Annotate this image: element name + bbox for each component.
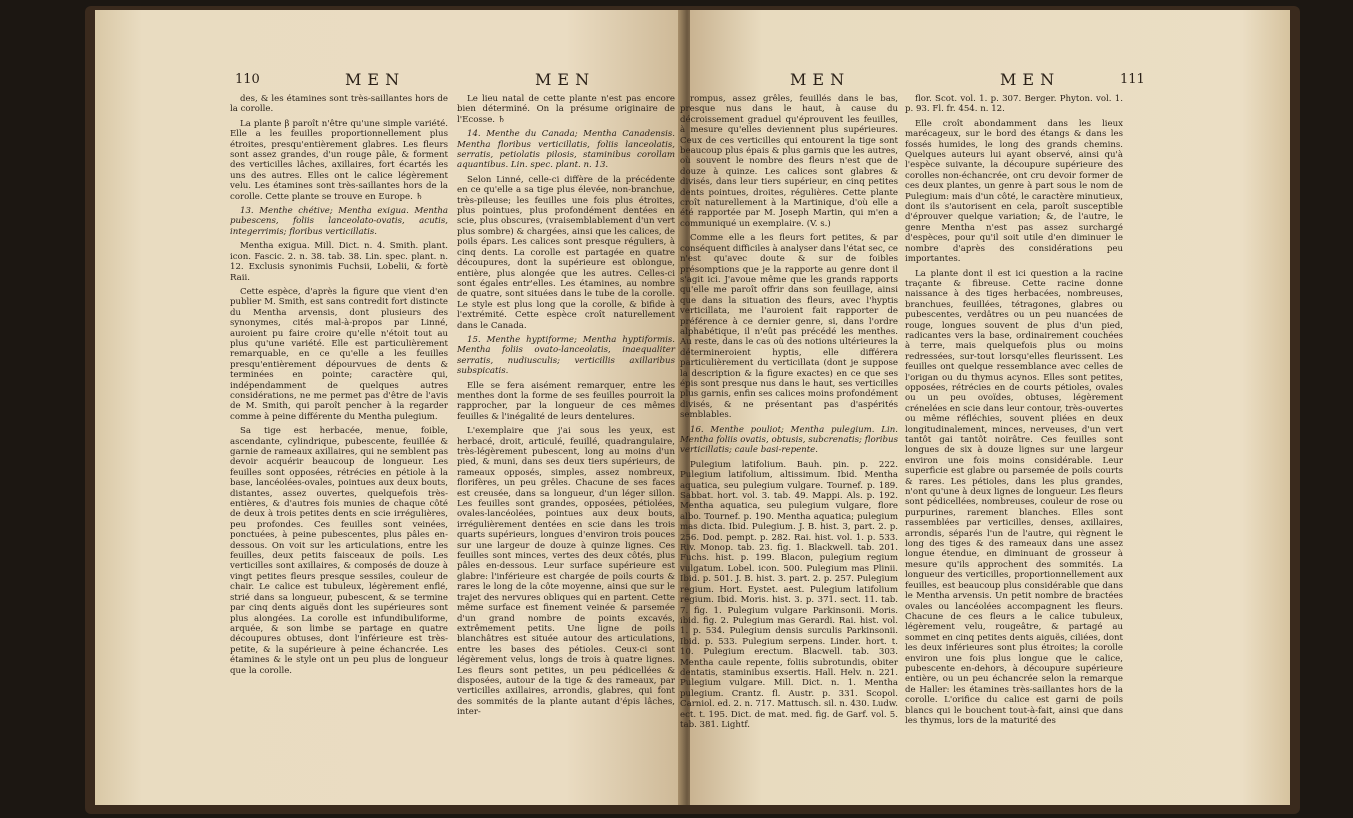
- species-entry: 16. Menthe pouliot; Mentha pulegium. Lin. Mentha foliis ovatis, obtusis, subcrenatis; floribus verticillatis; caule basi-repente.: [680, 424, 898, 456]
- species-entry: 13. Menthe chétive; Mentha exigua. Mentha pubescens, foliis lanceolato-ovatis, acutis, integerrimis; floribus verticillatis.: [230, 206, 448, 237]
- left-page: [95, 10, 683, 805]
- paragraph: flor. Scot. vol. 1. p. 307. Berger. Phyton. vol. 1. p. 93. Fl. fr. 454. n. 12.: [905, 94, 1123, 115]
- paragraph: Le lieu natal de cette plante n'est pas encore bien déterminé. On la présume originaire de l'Ecosse. ♄: [457, 94, 675, 125]
- species-entry: 14. Menthe du Canada; Mentha Canadensis. Mentha floribus verticillatis, foliis lanceolatis, serratis, petiolatis pilosis, staminibus corollam aquantibus. Lin. spec. plant. n. 13.: [457, 129, 675, 171]
- text-column: [905, 94, 1123, 730]
- page-number: 110: [235, 72, 260, 87]
- paragraph: Cette espèce, d'après la figure que vient d'en publier M. Smith, est sans contredit fort distincte du Mentha arvensis, dont plusieurs des synonymes, cités mal-à-propos par Linné, auroient pu faire croire qu'elle n'étoit tout au plus qu'une variété. Elle est particulièrement remarquable, en ce qu'elle a les feuilles presqu'entièrement dépourvues de dents & terminées en pointe; caractère qui, indépendamment de quelques autres considérations, ne me permet pas d'être de l'avis de M. Smith, qui paroît pencher à la regarder comme à peine différente du Mentha pulegium.: [230, 286, 448, 422]
- paragraph: Selon Linné, celle-ci diffère de la précédente en ce qu'elle a sa tige plus élevée, non-branchue, très-pileuse; les feuilles une fois plus étroites, plus pointues, plus profondément dentées en scie, plus obscures, (vraisemblablement d'un vert plus sombre) & chargées, ainsi que les calices, de poils épars. Les calices sont presque réguliers, à cinq dents. La corolle est partagée en quatre découpures, dont la supérieure est oblongue, entière, plus alongée que les autres. Celles-ci sont égales entr'elles. Les étamines, au nombre de quatre, sont situées dans le tube de la corolle. Le style est plus long que la corolle, & bifide à l'extrémité. Cette espèce croît naturellement dans le Canada.: [457, 174, 675, 331]
- open-book: [95, 10, 1285, 810]
- paragraph: La plante β paroît n'être qu'une simple variété. Elle a les feuilles proportionnellement plus étroites, presqu'entièrement glabres. Les fleurs sont assez grandes, d'un rouge pâle, & forment des verticilles lâches, axillaires, fort écartés les uns des autres. Elles ont le calice légèrement velu. Les étamines sont très-saillantes hors de la corolle. Cette plante se trouve en Europe. ♄: [230, 118, 448, 202]
- text-column: [230, 94, 448, 680]
- running-header: MEN: [1000, 70, 1061, 89]
- text-column: [680, 94, 898, 734]
- text-column: [457, 94, 675, 722]
- paragraph: La plante dont il est ici question a la racine traçante & fibreuse. Cette racine donne naissance à des tiges herbacées, nombreuses, branchues, feuillées, tétragones, glabres ou pubescentes, verdâtres ou un peu nuancées de rouge, longues souvent de plus d'un pied, radicantes vers la base, ordinairement couchées à terre, mais quelquefois plus ou moins redressées, sur-tout lorsqu'elles fleurissent. Les feuilles ont quelque ressemblance avec celles de l'origan ou du thymus acynos. Elles sont petites, opposées, rétrécies en de courts pétioles, ovales ou un peu ovoïdes, obtuses, légèrement crénelées en scie dans leur contour, très-ouvertes ou même réfléchies, souvent pliées en deux longitudinalement, minces, nerveuses, d'un vert tantôt gai tantôt noirâtre. Ces feuilles sont longues de six à douze lignes sur une largeur environ une fois moins considérable. Leur superficie est glabre ou parsemée de poils courts & rares. Les pétioles, dans les plus grandes, n'ont qu'une à deux lignes de longueur. Les fleurs sont pédicellées, nombreuses, couleur de rose ou purpurines, rarement blanches. Elles sont rassemblées par verticilles, denses, axillaires, arrondis, séparés l'un de l'autre, qui règnent le long des tiges & des rameaux dans une assez longue étendue, en diminuant de grosseur à mesure qu'ils approchent des sommités. La longueur des verticilles, proportionnellement aux feuilles, est beaucoup plus considérable que dans le Mentha arvensis. Un petit nombre de bractées ovales ou lancéolées accompagnent les fleurs. Chacune de ces fleurs a le calice tubuleux, légèrement velu, rougeâtre, & partagé au sommet en cinq petites dents aiguës, ciliées, dont les deux inférieures sont plus étroites; la corolle environ une fois plus longue que le calice, pubescente en-dehors, à découpure supérieure entière, ou un peu échancrée selon la remarque de Haller: les étamines très-saillantes hors de la corolle. L'orifice du calice est garni de poils blancs qui le bouchent tout-à-fait, ainsi que dans les thymus, lors de la maturité des: [905, 268, 1123, 726]
- paragraph: Comme elle a les fleurs fort petites, & par conséquent difficiles à analyser dans l'état sec, ce n'est qu'avec doute & sur de foibles présomptions que je la rapporte au genre dont il s'agit ici. J'avoue même que les grands rapports qu'elle me paroît offrir dans son feuillage, ainsi que dans la situation des fleurs, avec l'hyptis verticillata, me l'auroient fait rapporter de préférence à ce dernier genre, si, dans l'ordre alphabétique, il n'eût pas précédé les menthes. Au reste, dans le cas où des notions ultérieures la détermineroient hyptis, elle différera particulièrement du verticillata (dont je suppose la description & la figure exactes) en ce que ses épis sont presque nus dans le haut, ses verticilles plus garnis, enfin ses calices moins profondément divisés, & ne présentant pas d'aspérités semblables.: [680, 233, 899, 421]
- running-header: MEN: [535, 70, 596, 89]
- paragraph: Elle se fera aisément remarquer, entre les menthes dont la forme de ses feuilles pourroit la rapprocher, par la longueur de ces mêmes feuilles & l'inégalité de leurs dentelures.: [457, 380, 675, 422]
- paragraph: des, & les étamines sont très-saillantes hors de la corolle.: [230, 94, 448, 115]
- paragraph: rompus, assez grêles, feuillés dans le bas, presque nus dans le haut, à cause du décroissement graduel qu'éprouvent les feuilles, à mesure qu'elles deviennent plus supérieures. Ceux de ces verticilles qui entourent la tige sont beaucoup plus épais & plus garnis que les autres, où souvent le nombre des fleurs n'est que de douze à quinze. Les calices sont glabres & divisés, dans leur tiers supérieur, en cinq petites dents pointues, droites, régulières. Cette plante croît naturellement à la Martinique, d'où elle a été rapportée par M. Joseph Martin, qui m'en a communiqué un exemplaire. (V. s.): [680, 94, 898, 229]
- running-header: MEN: [345, 70, 406, 89]
- paragraph: Sa tige est herbacée, menue, foible, ascendante, cylindrique, pubescente, feuillée & garnie de rameaux axillaires, qui ne semblent pas devoir acquérir beaucoup de longueur. Les feuilles sont opposées, rétrécies en pétiole à la base, lancéolées-ovales, pointues aux deux bouts, distantes, assez ouvertes, quelquefois très-entières, & d'autres fois munies de chaque côté de deux à trois petites dents en scie irrégulières, peu profondes. Ces feuilles sont veinées, ponctuées, à peine pubescentes, plus pâles en-dessous. On voit sur les articulations, entre les feuilles, deux petits faisceaux de poils. Les verticilles sont axillaires, & composés de douze à vingt petites fleurs presque sessiles, couleur de chair. Le calice est tubuleux, légèrement enflé, strié dans sa longueur, pubescent, & se termine par cinq dents aiguës dont les supérieures sont plus alongées. La corolle est infundibuliforme, arquée, & son limbe se partage en quatre découpures obtuses, dont l'inférieure est très-petite, & la supérieure à peine échancrée. Les étamines & le style ont un peu plus de longueur que la corolle.: [230, 426, 448, 676]
- synonyms: Pulegium latifolium. Bauh. pin. p. 222. Pulegium latifolium, altissimum. Ibid. Mentha aquatica, seu pulegium vulgare. Tournef. p. 189. Sabbat. hort. vol. 3. tab. 49. Mappi. Als. p. 192. Mentha aquatica, seu pulegium vulgare, flore albo. Tournef. p. 190. Mentha aquatica; pulegium mas dicta. Ibid. Pulegium. J. B. hist. 3, part. 2. p. 256. Dod. pempt. p. 282. Rai. hist. vol. 1. p. 533. Riv. Monop. tab. 23. fig. 1. Blackwell. tab. 201. Fuchs. hist. p. 199. Blacon, pulegium regium vulgatum. Lobel. icon. 500. Pulegium mas Plinii. Ibid. p. 501. J. B. hist. 3. part. 2. p. 257. Pulegium regium. Hort. Eystet. aest. Pulegium latifolium regium. Ibid. Moris. hist. 3. p. 371. sect. 11. tab. 7. fig. 1. Pulegium vulgare Parkinsonii. Moris. ibid. fig. 2. Pulegium mas Gerardi. Rai. hist. vol. 1. p. 534. Pulegium densis surculis Parkinsonii. Ibid. p. 533. Pulegium serpens. Linder. hort. t. 10. Pulegium erectum. Blacwell. tab. 303. Mentha caule repente, foliis subrotundis, obiter dentatis, staminibus exsertis. Hall. Helv. n. 221. Pulegium vulgare. Mill. Dict. n. 1. Mentha pulegium. Crantz. fl. Austr. p. 331. Scopol. Carniol. ed. 2. n. 717. Mattusch. sil. n. 430. Ludw. ect. t. 195. Dict. de mat. med. fig. de Garf. vol. 5. tab. 381. Lightf.: [680, 459, 898, 730]
- species-entry: 15. Menthe hyptiforme; Mentha hyptiformis. Mentha foliis ovato-lanceolatis, inaequaliter serratis, nudiusculis; verticillis axillaribus subspicatis.: [457, 334, 675, 377]
- right-page: [680, 10, 1290, 805]
- page-number: 111: [1120, 72, 1145, 87]
- running-header: MEN: [790, 70, 851, 89]
- paragraph: L'exemplaire que j'ai sous les yeux, est herbacé, droit, articulé, feuillé, quadrangulaire, très-légèrement pubescent, long au moins d'un pied, & muni, dans ses deux tiers supérieurs, de rameaux opposés, simples, assez nombreux, florifères, un peu grêles. Chacune de ses faces est creusée, dans sa longueur, d'un léger sillon. Les feuilles sont grandes, opposées, pétiolées, ovales-lancéolées, pointues aux deux bouts, irrégulièrement dentées en scie dans les trois quarts supérieurs, longues d'environ trois pouces sur une largeur de douze à quinze lignes. Ces feuilles sont minces, vertes des deux côtés, plus pâles en-dessous. Leur surface supérieure est glabre: l'inférieure est chargée de poils courts & rares le long de la côte moyenne, ainsi que sur le trajet des nervures obliques qui en partent. Cette même surface est finement veinée & parsemée d'un grand nombre de points excavés, extrêmement petits. Une ligne de poils blanchâtres est située autour des articulations, entre les bases des pétioles. Ceux-ci sont légèrement velus, longs de trois à quatre lignes. Les fleurs sont petites, un peu pédicellées & disposées, autour de la tige & des rameaux, par verticilles axillaires, arrondis, glabres, qui font des sommités de la plante autant d'épis lâches, inter-: [457, 426, 675, 718]
- synonyms: Mentha exigua. Mill. Dict. n. 4. Smith. plant. icon. Fascic. 2. n. 38. tab. 38. Lin. spec. plant. n. 12. Exclusis synonimis Fuchsii, Lobelii, & fortè Raii.: [230, 241, 448, 283]
- paragraph: Elle croît abondamment dans les lieux marécageux, sur le bord des étangs & dans les fossés humides, le long des grands chemins. Quelques auteurs lui ayant observé, ainsi qu'à l'espèce suivante, la découpure supérieure des corolles non-échancrée, ont cru devoir former de ces deux plantes, un genre à part sous le nom de Pulegium: mais d'un côté, le caractère minutieux, dont ils s'autorisent en cela, paroît susceptible d'éprouver quelque variation; &, de l'autre, le genre Mentha n'est pas assez surchargé d'espèces, pour qu'il soit utile d'en diminuer le nombre d'après des considérations peu importantes.: [905, 118, 1123, 265]
